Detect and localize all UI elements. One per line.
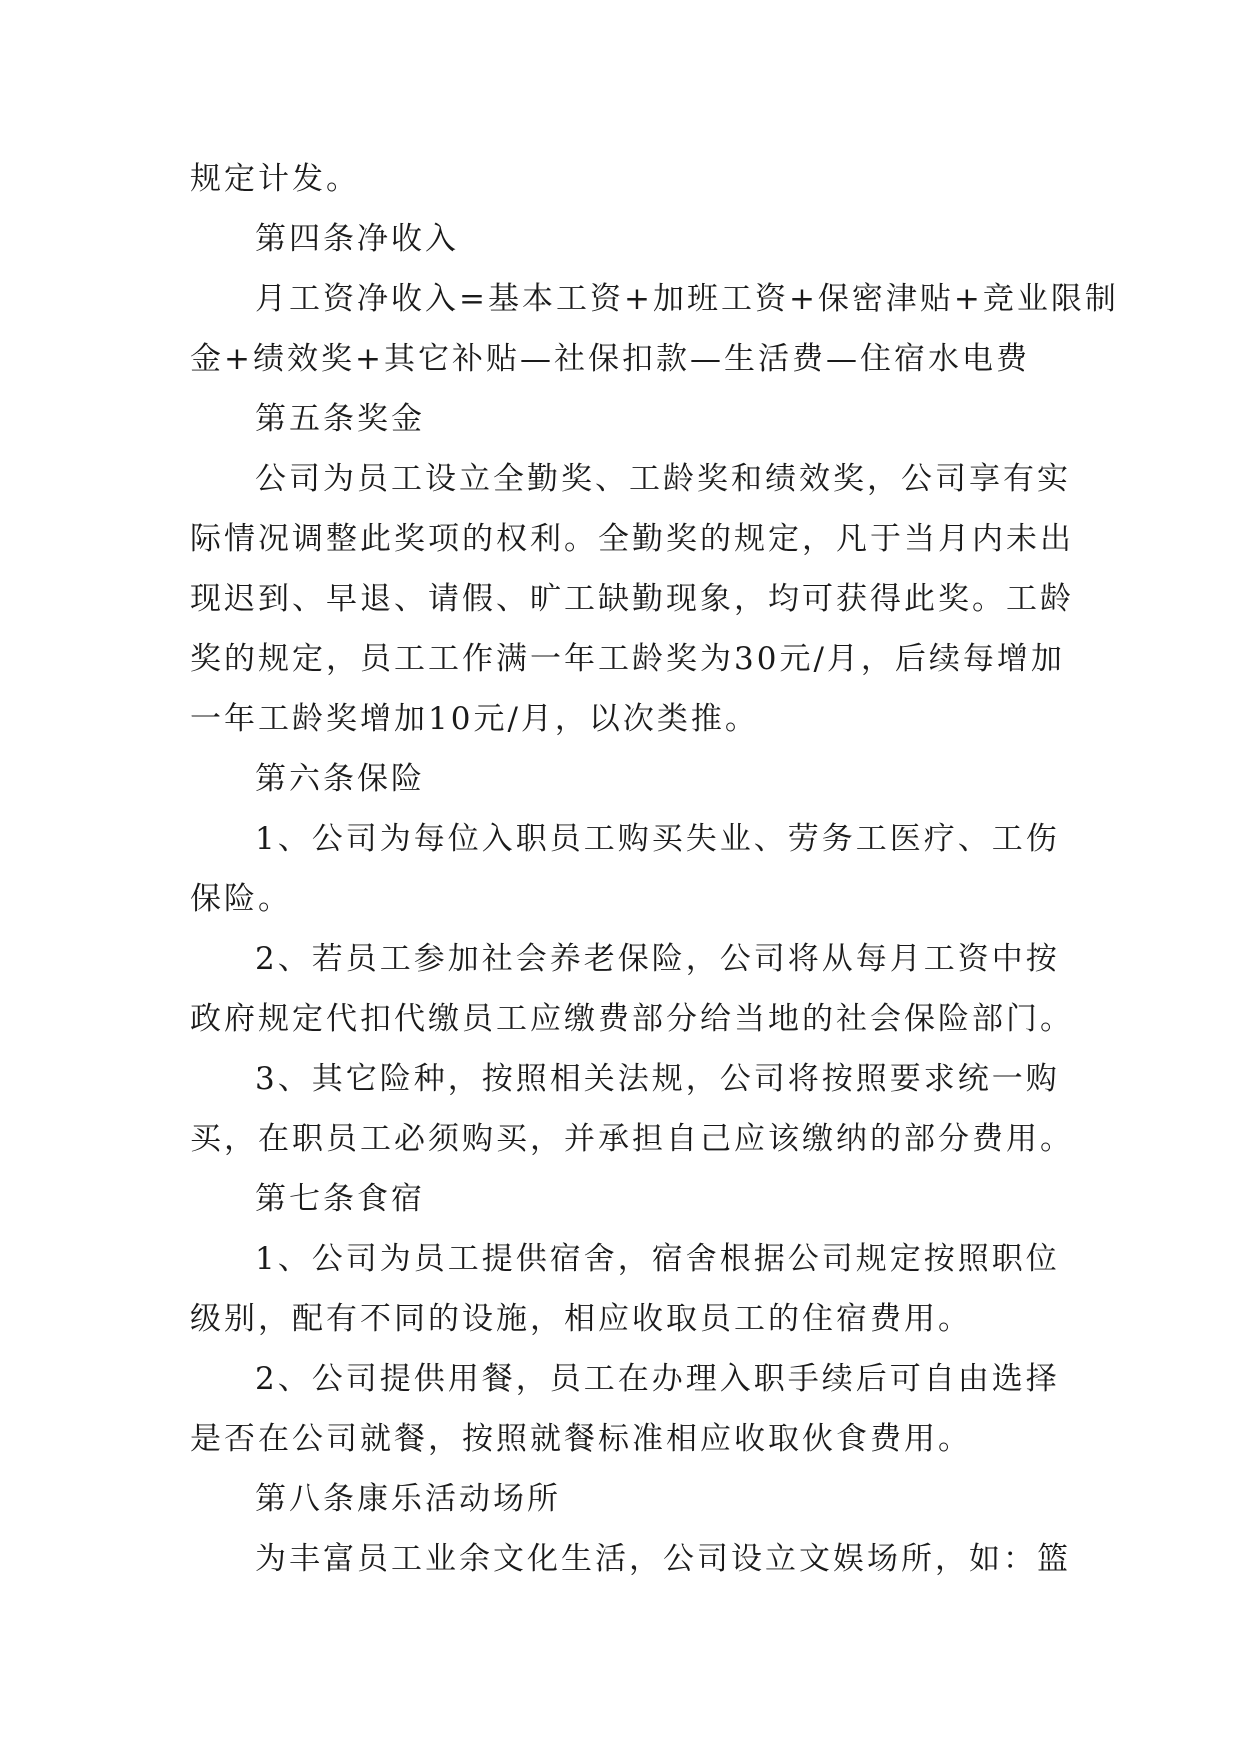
text-line: 级别，配有不同的设施，相应收取员工的住宿费用。 (190, 1301, 972, 1337)
text-line: 1、公司为每位入职员工购买失业、劳务工医疗、工伤 (255, 821, 1060, 857)
text-line: 奖的规定，员工工作满一年工龄奖为30元/月，后续每增加 (190, 641, 1065, 677)
text-line: 2、若员工参加社会养老保险，公司将从每月工资中按 (255, 941, 1060, 977)
section-heading: 第五条奖金 (255, 401, 425, 437)
text-line: 3、其它险种，按照相关法规，公司将按照要求统一购 (255, 1061, 1060, 1097)
text-line: 政府规定代扣代缴员工应缴费部分给当地的社会保险部门。 (190, 1001, 1074, 1037)
section-heading: 第四条净收入 (255, 221, 459, 257)
text-line: 规定计发。 (190, 161, 360, 197)
text-line: 现迟到、早退、请假、旷工缺勤现象，均可获得此奖。工龄 (190, 581, 1074, 617)
text-line: 月工资净收入=基本工资+加班工资+保密津贴+竞业限制 (255, 281, 1119, 317)
text-line: 为丰富员工业余文化生活，公司设立文娱场所，如：篮 (255, 1541, 1071, 1577)
text-line: 际情况调整此奖项的权利。全勤奖的规定，凡于当月内未出 (190, 521, 1074, 557)
text-line: 1、公司为员工提供宿舍，宿舍根据公司规定按照职位 (255, 1241, 1060, 1277)
section-heading: 第八条康乐活动场所 (255, 1481, 561, 1517)
section-heading: 第七条食宿 (255, 1181, 425, 1217)
text-line: 金+绩效奖+其它补贴—社保扣款—生活费—住宿水电费 (190, 341, 1030, 377)
text-line: 是否在公司就餐，按照就餐标准相应收取伙食费用。 (190, 1421, 972, 1457)
text-line: 2、公司提供用餐，员工在办理入职手续后可自由选择 (255, 1361, 1060, 1397)
text-line: 保险。 (190, 881, 292, 917)
text-line: 公司为员工设立全勤奖、工龄奖和绩效奖，公司享有实 (255, 461, 1071, 497)
text-line: 一年工龄奖增加10元/月，以次类推。 (190, 701, 759, 737)
section-heading: 第六条保险 (255, 761, 425, 797)
text-line: 买，在职员工必须购买，并承担自己应该缴纳的部分费用。 (190, 1121, 1074, 1157)
